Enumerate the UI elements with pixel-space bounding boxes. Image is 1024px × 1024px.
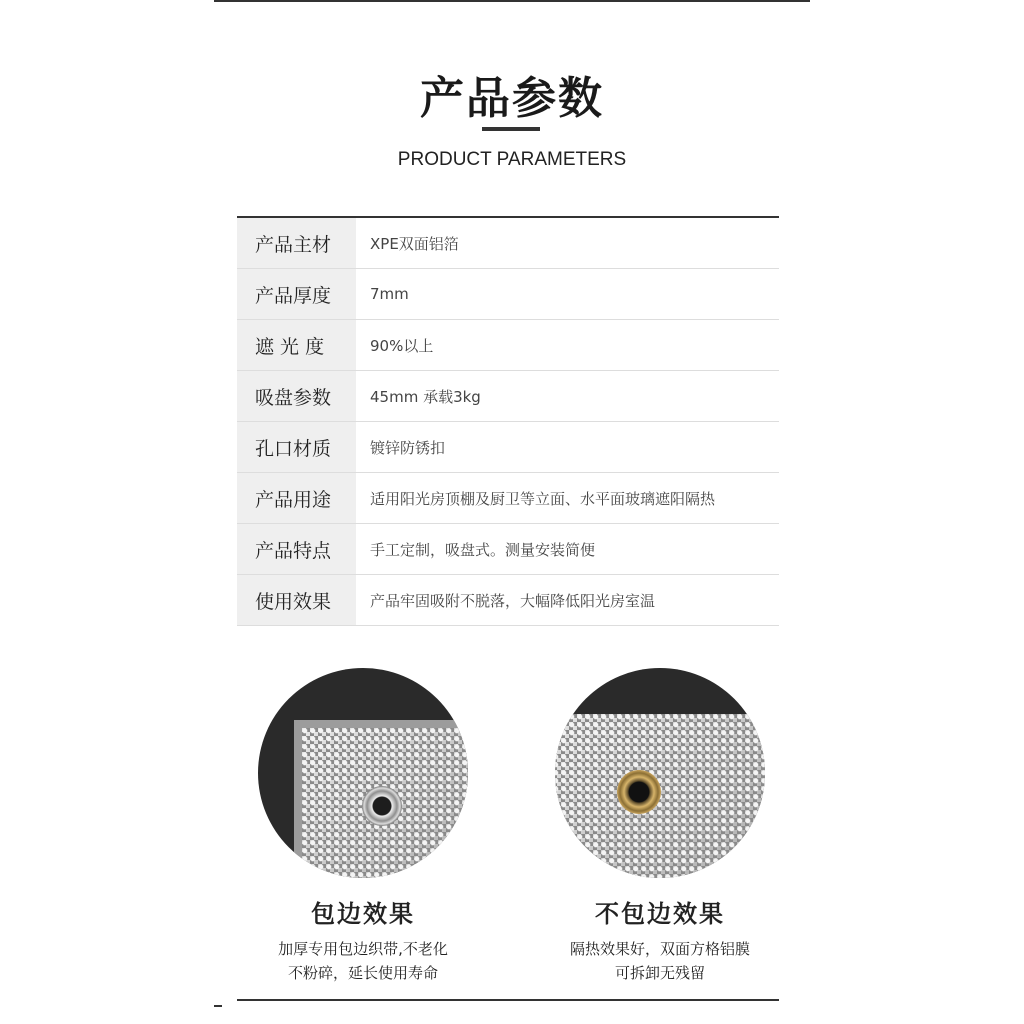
feature-title: 包边效果 — [311, 900, 415, 928]
table-row — [237, 269, 779, 320]
param-value: 手工定制，吸盘式。测量安装简便 — [370, 540, 596, 559]
bottom-divider — [237, 999, 779, 1001]
param-value: 90%以上 — [370, 336, 434, 355]
feature-desc-line: 可拆卸无残留 — [614, 963, 705, 982]
table-row — [237, 320, 779, 371]
param-label: 孔口材质 — [237, 422, 356, 472]
title-underline — [482, 127, 540, 131]
feature-title: 不包边效果 — [595, 900, 725, 928]
table-row — [237, 422, 779, 473]
page-title: 产品参数 — [420, 73, 604, 124]
top-divider — [214, 0, 810, 2]
param-label: 使用效果 — [237, 575, 356, 625]
feature-description — [233, 937, 493, 985]
param-value: 45mm 承载3kg — [370, 387, 481, 406]
param-value: 7mm — [370, 285, 409, 303]
param-label: 产品特点 — [237, 524, 356, 574]
param-label: 产品用途 — [237, 473, 356, 523]
param-label: 遮 光 度 — [237, 320, 356, 370]
param-value: 镀锌防锈扣 — [370, 438, 446, 457]
silver-grommet-icon — [362, 786, 402, 826]
gold-grommet-icon — [617, 770, 661, 814]
unedged-foil-photo — [555, 668, 765, 878]
feature-edged — [233, 668, 493, 985]
param-value: 适用阳光房顶棚及厨卫等立面、水平面玻璃遮阳隔热 — [370, 489, 716, 508]
feature-desc-line: 隔热效果好，双面方格铝膜 — [569, 939, 750, 958]
param-label: 产品厚度 — [237, 269, 356, 319]
parameter-table — [237, 216, 779, 626]
table-row — [237, 524, 779, 575]
edged-foil-photo — [258, 668, 468, 878]
feature-desc-line: 不粉碎，延长使用寿命 — [287, 963, 438, 982]
page-subtitle: PRODUCT PARAMETERS — [397, 149, 627, 170]
param-value: 产品牢固吸附不脱落，大幅降低阳光房室温 — [370, 591, 656, 610]
corner-dash — [214, 1005, 222, 1007]
feature-description — [530, 937, 790, 985]
param-label: 产品主材 — [237, 218, 356, 268]
table-row — [237, 575, 779, 626]
param-value: XPE双面铝箔 — [370, 234, 459, 253]
param-label: 吸盘参数 — [237, 371, 356, 421]
feature-desc-line: 加厚专用包边织带,不老化 — [278, 939, 448, 958]
feature-unedged — [530, 668, 790, 985]
table-row — [237, 371, 779, 422]
table-row — [237, 218, 779, 269]
table-row — [237, 473, 779, 524]
